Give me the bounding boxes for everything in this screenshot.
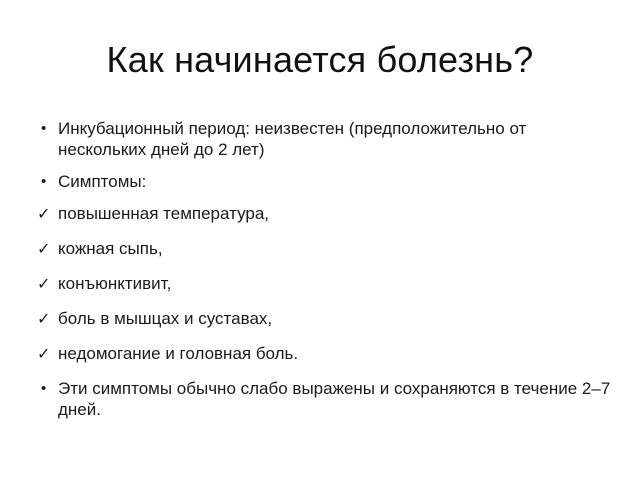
slide-title: Как начинается болезнь? xyxy=(106,39,534,80)
checkmark-icon: ✓ xyxy=(37,309,51,328)
bullet-icon: • xyxy=(41,120,47,137)
list-item-text: Симптомы: xyxy=(58,172,147,191)
bullet-icon: • xyxy=(41,380,47,397)
checkmark-icon: ✓ xyxy=(37,274,51,293)
list-item xyxy=(38,273,618,294)
bullet-icon: • xyxy=(41,173,47,190)
list-item-text: повышенная температура, xyxy=(58,204,270,223)
list-item xyxy=(38,203,618,224)
list-item xyxy=(38,308,618,329)
list-item xyxy=(38,118,618,160)
list-item xyxy=(38,238,618,259)
checkmark-icon: ✓ xyxy=(37,344,51,363)
bullet-list xyxy=(38,118,618,431)
list-item xyxy=(38,378,618,420)
list-item-text: конъюнктивит, xyxy=(58,274,172,293)
checkmark-icon: ✓ xyxy=(37,239,51,258)
list-item-text: кожная сыпь, xyxy=(58,239,163,258)
list-item xyxy=(38,171,618,192)
checkmark-icon: ✓ xyxy=(37,204,51,223)
list-item xyxy=(38,343,618,364)
list-item-text: Эти симптомы обычно слабо выражены и сохраняются в течение 2–7 дней. xyxy=(58,379,611,419)
list-item-text: недомогание и головная боль. xyxy=(58,344,299,363)
list-item-text: Инкубационный период: неизвестен (предположительно от нескольких дней до 2 лет) xyxy=(58,119,527,159)
list-item-text: боль в мышцах и суставах, xyxy=(58,309,273,328)
